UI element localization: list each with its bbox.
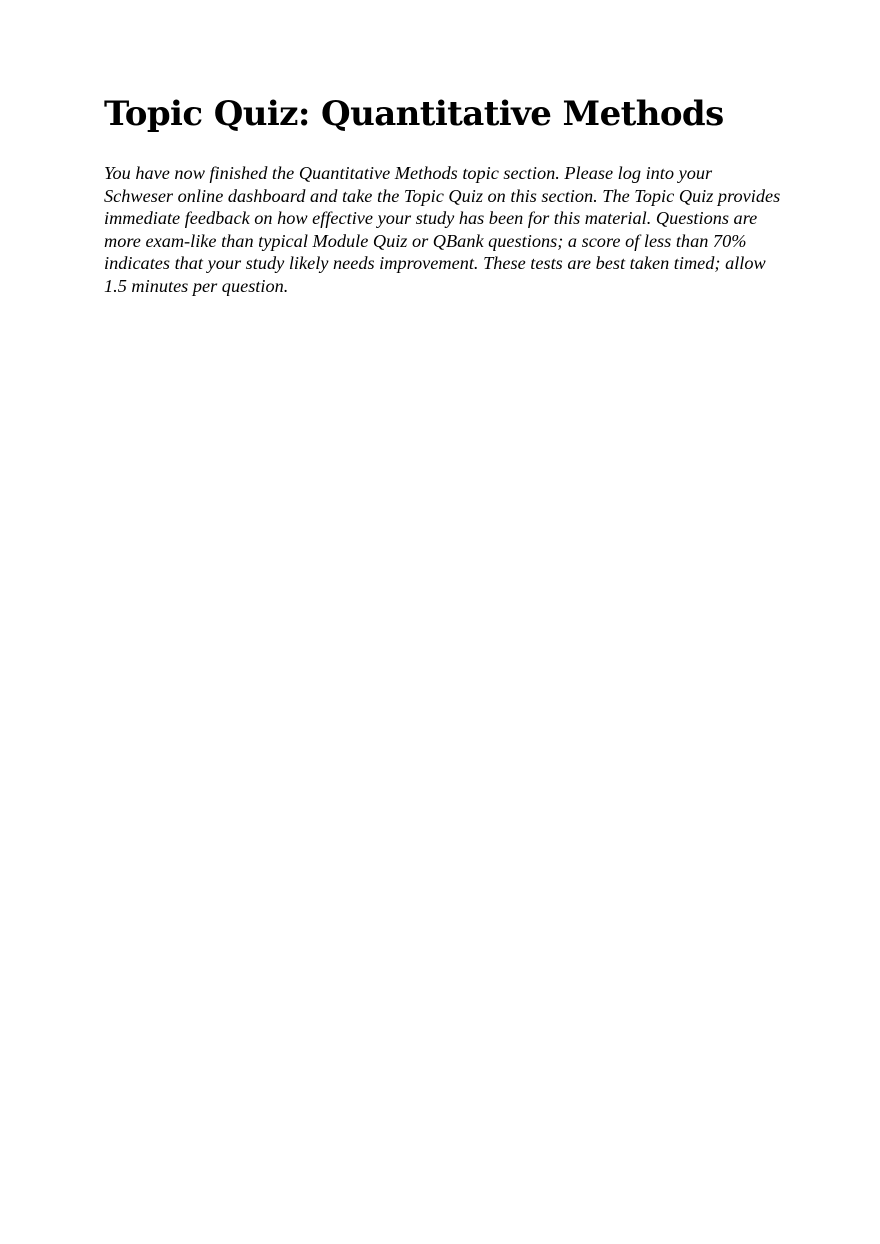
page-title: Topic Quiz: Quantitative Methods <box>104 94 724 134</box>
body-paragraph: You have now finished the Quantitative Methods topic section. Please log into your Schweser online dashboard and take the Topic Quiz on this section. The Topic Quiz provides immediate feedback on how effective your study has been for this material. Questions are more exam-like than typical Module Quiz or QBank questions; a score of less than 70% indicates that your study likely needs improvement. These tests are best taken timed; allow 1.5 minutes per question. <box>104 163 781 296</box>
